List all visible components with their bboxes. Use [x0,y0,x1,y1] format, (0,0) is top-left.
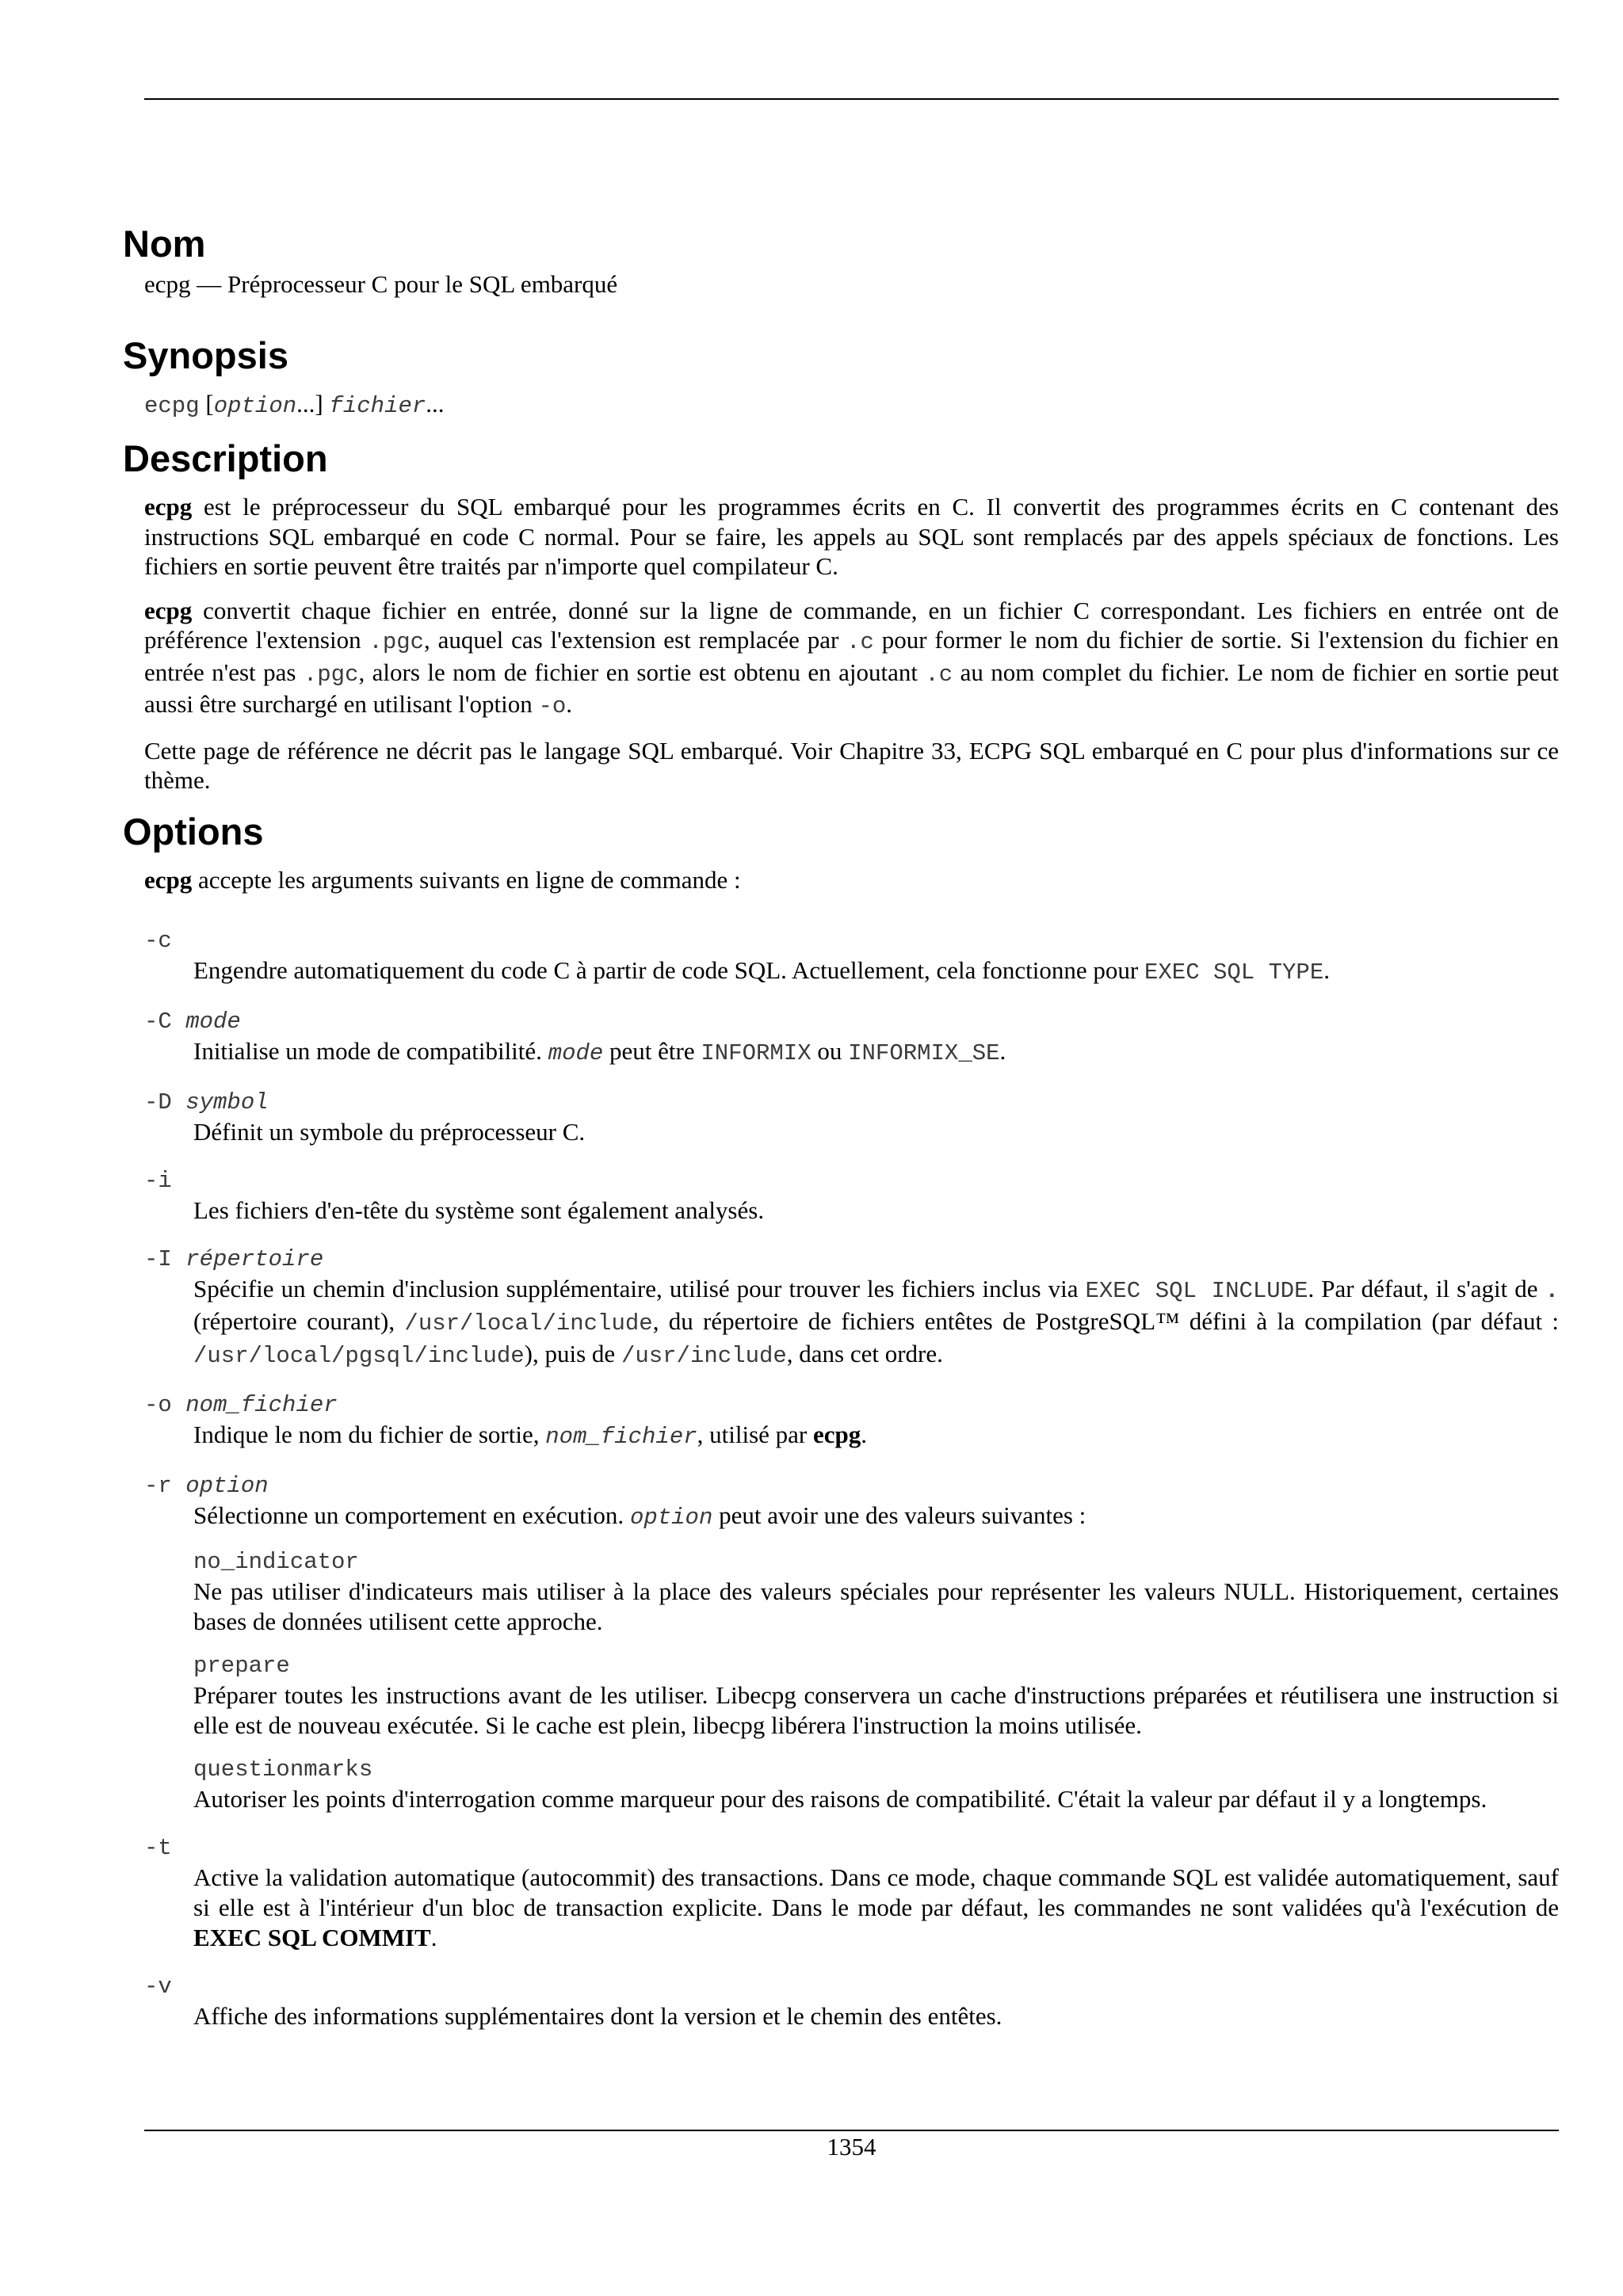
option-description: Affiche des informations supplémentaires dont la version et le chemin des entêtes. [193,2002,1002,2030]
section-heading-options: Options [123,810,264,852]
section-heading-nom: Nom [123,223,206,265]
synopsis-line: ecpg [option...] fichier... [144,389,445,419]
option-term: -I répertoire [144,1246,324,1272]
option-description: Les fichiers d'en-tête du système sont également analysés. [193,1196,765,1224]
option-term: -r option [144,1473,269,1499]
section-heading-description: Description [123,437,328,479]
page-number: 1354 [827,2133,876,2161]
header-rule [144,98,1559,100]
option-value [193,1753,1559,1814]
option-value-term: questionmarks [193,1756,373,1783]
section-heading-synopsis: Synopsis [123,334,288,376]
description-paragraph: ecpg convertit chaque fichier en entrée, donné sur la ligne de commande, en un fichier C correspondant. Les fichiers en entrée ont de préférence l'extension .pgc, auquel cas l'extension est remplacée par .c pour former le nom du fichier de sortie. Si l'extension du fichier en entrée n'est pas .pgc, alors le nom de fichier en sortie est obtenu en ajoutant .c au nom complet du fichier. Le nom de fichier en sortie peut aussi être surchargé en utilisant l'option -o. [144,596,1559,719]
option-term: -i [144,1168,172,1194]
option-value-description: Préparer toutes les instructions avant de les utiliser. Libecpg conservera un cache d'instructions préparées et réutilisera une instruction si elle est de nouveau exécutée. Si le cache est plein, libecpg libérera l'instruction la moins utilisée. [193,1681,1559,1739]
option-description: Initialise un mode de compatibilité. mode peut être INFORMIX ou INFORMIX_SE. [193,1037,1006,1066]
synopsis-fichier: fichier [329,392,426,419]
option-term: -v [144,1974,172,2000]
option-term: -C mode [144,1009,241,1035]
option-description: Sélectionne un comportement en exécution. option peut avoir une des valeurs suivantes : no_indicator Ne pas utiliser d'indicateurs mais utiliser à la place des valeurs spéciales pour représenter les valeurs NULL. Historiquement, certaines bases de données utilisent cette approche. prepare Préparer toutes les instructions avant de les utiliser. Libecpg conservera un cache d'instructions préparées et réutilisera une instruction si elle est de nouveau exécutée. Si le cache est plein, libecpg libérera l'instruction la moins utilisée. questionmarks Autoriser les points d'interrogation comme marqueur pour des raisons de compatibilité. C'était la valeur par défaut il y a longtemps. [193,1501,1559,1813]
option-value [193,1650,1559,1741]
option-term: -t [144,1835,172,1861]
option-description: Définit un symbole du préprocesseur C. [193,1118,586,1146]
synopsis-command: ecpg [144,392,200,419]
option-term: -o nom_fichier [144,1392,338,1418]
synopsis-option: option [213,392,297,419]
option-value-description: Ne pas utiliser d'indicateurs mais utiliser à la place des valeurs spéciales pour représenter les valeurs NULL. Historiquement, certaines bases de données utilisent cette approche. [193,1577,1559,1635]
footer-rule [144,2130,1559,2131]
description-paragraph: Cette page de référence ne décrit pas le langage SQL embarqué. Voir Chapitre 33, ECPG SQL embarqué en C pour plus d'informations sur ce thème. [144,736,1559,794]
options-intro: ecpg accepte les arguments suivants en ligne de commande : [144,865,741,894]
option-description: Engendre automatiquement du code C à partir de code SQL. Actuellement, cela fonctionne pour EXEC SQL TYPE. [193,956,1330,986]
description-paragraph: ecpg est le préprocesseur du SQL embarqué pour les programmes écrits en C. Il convertit des programmes écrits en C contenant des instructions SQL embarqué en code C normal. Pour se faire, les appels au SQL sont remplacés par des appels spéciaux de fonctions. Les fichiers en sortie peuvent être traités par n'importe quel compilateur C. [144,493,1559,580]
option-description: Active la validation automatique (autocommit) des transactions. Dans ce mode, chaque commande SQL est validée automatiquement, sauf si elle est à l'intérieur d'un bloc de transaction explicite. Dans le mode par défaut, les commandes ne sont validées qu'à l'exécution de EXEC SQL COMMIT. [193,1863,1559,1951]
option-term: -c [144,928,172,954]
option-value-description: Autoriser les points d'interrogation comme marqueur pour des raisons de compatibilité. C'était la valeur par défaut il y a longtemps. [193,1785,1487,1813]
option-value-term: prepare [193,1653,290,1679]
option-term: -D symbol [144,1089,269,1116]
page-content [123,222,1559,2049]
option-value-term: no_indicator [193,1549,359,1575]
options-list [144,925,1559,2031]
option-description: Indique le nom du fichier de sortie, nom_fichier, utilisé par ecpg. [193,1421,868,1450]
option-description: Spécifie un chemin d'inclusion supplémentaire, utilisé pour trouver les fichiers inclus via EXEC SQL INCLUDE. Par défaut, il s'agit de . (répertoire courant), /usr/local/include, du répertoire de fichiers entêtes de PostgreSQL™ défini à la compilation (par défaut : /usr/local/pgsql/include), puis de /usr/include, dans cet ordre. [193,1275,1560,1369]
nom-text: ecpg — Préprocesseur C pour le SQL embarqué [144,270,618,298]
option-value [193,1546,1559,1637]
